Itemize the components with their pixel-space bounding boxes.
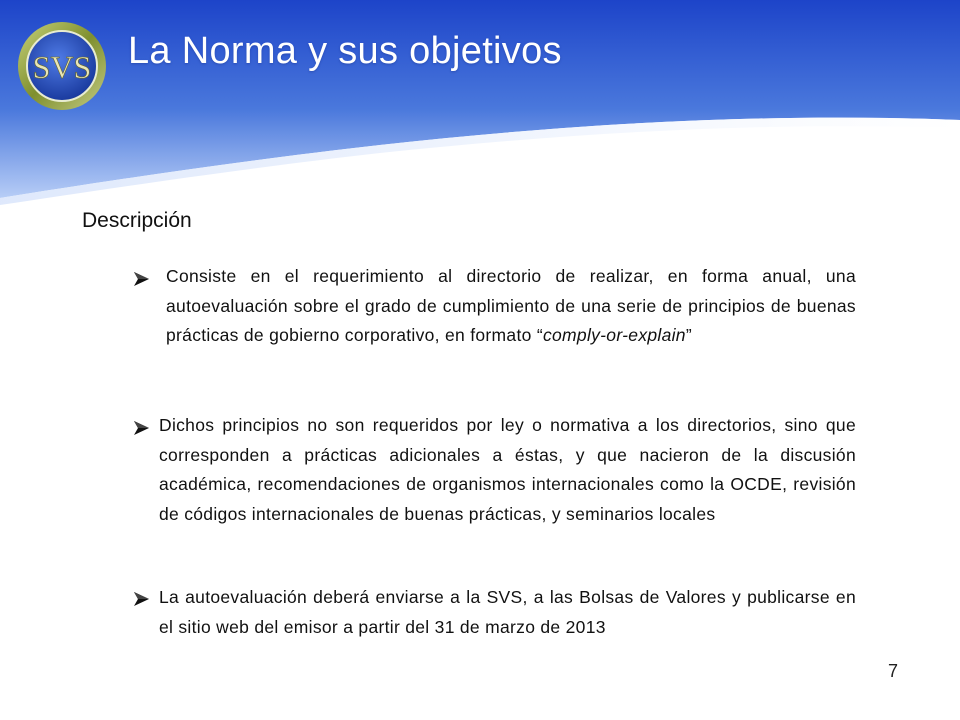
- arrow-bullet-icon: [133, 419, 151, 437]
- quote-close: ”: [685, 325, 692, 345]
- page-number: 7: [888, 661, 899, 681]
- slide-title: La Norma y sus objetivos: [128, 30, 562, 72]
- bullet-item-3: La autoevaluación deberá enviarse a la SVS, a las Bolsas de Valores y publicarse en el sitio web del emisor a partir del 31 de marzo de 2013: [159, 587, 856, 637]
- section-heading: Descripción: [82, 209, 192, 232]
- bullet-text: Consiste en el requerimiento al directorio de realizar, en forma anual, una autoevaluación sobre el grado de cumplimiento de una serie de principios de buenas prácticas de gobierno corporativo, en formato: [166, 266, 856, 345]
- bullet-emphasis: comply-or-explain: [542, 325, 686, 345]
- arrow-bullet-icon: [133, 270, 151, 288]
- svs-logo: [14, 18, 110, 114]
- logo-text: SVS: [32, 49, 92, 85]
- quote-open: “: [536, 325, 543, 345]
- bullet-item-1: [166, 262, 856, 351]
- bullet-item-2: Dichos principios no son requeridos por ley o normativa a los directorios, sino que corresponden a prácticas adicionales a éstas, y que nacieron de la discusión académica, recomendaciones de organismos internacionales como la OCDE, revisión de códigos internacionales de buenas prácticas, y seminarios locales: [159, 415, 856, 524]
- arrow-bullet-icon: [133, 590, 151, 608]
